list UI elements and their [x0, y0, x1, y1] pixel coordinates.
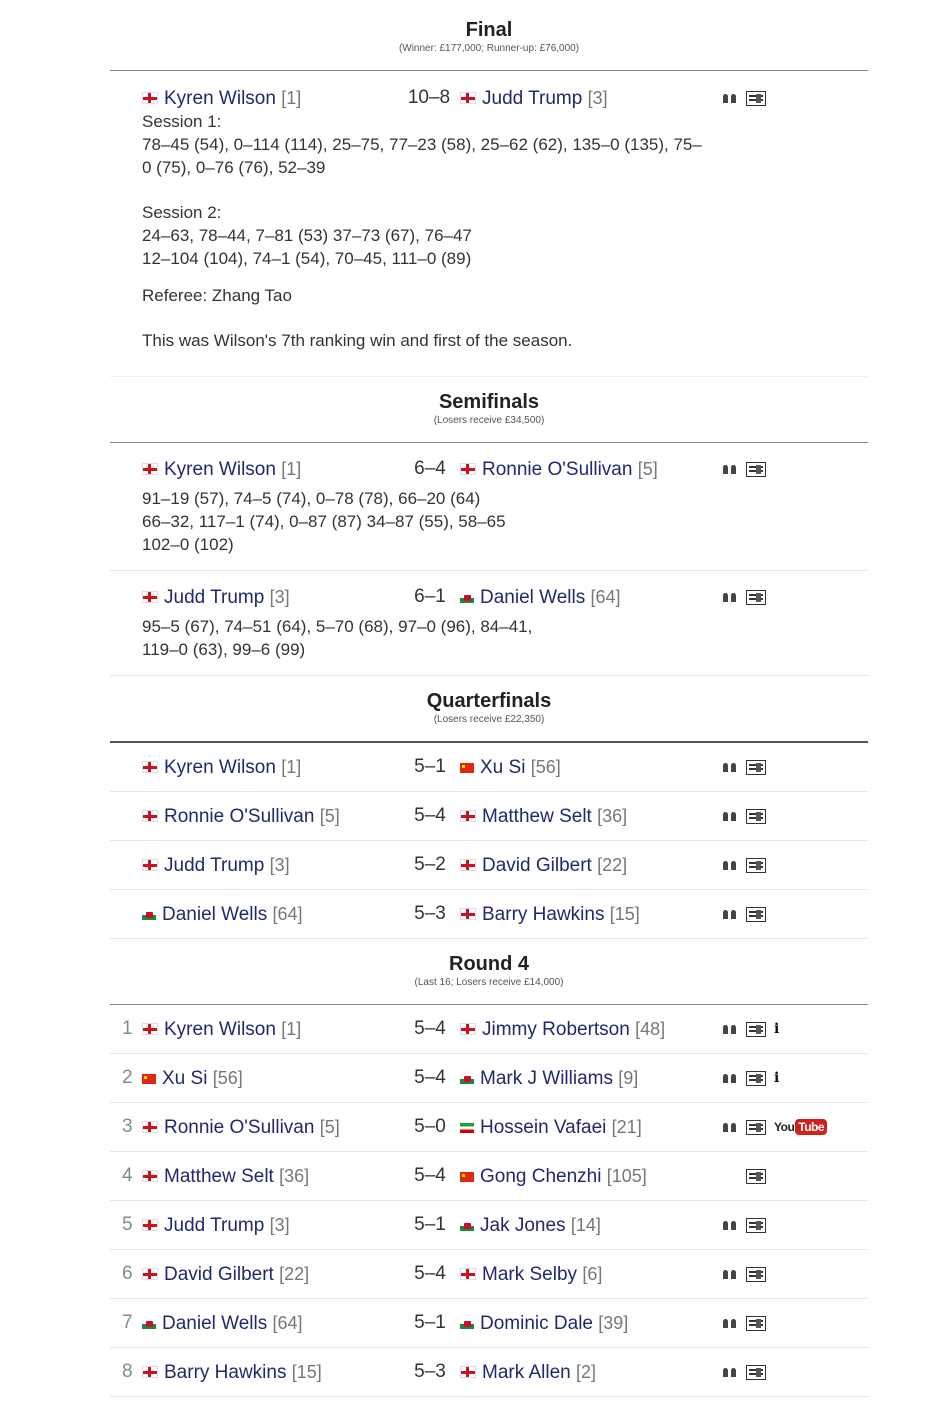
- england-flag-icon: [460, 859, 476, 871]
- score: 5–4: [414, 1067, 446, 1088]
- player1[interactable]: [142, 445, 301, 494]
- match-line: [110, 573, 868, 621]
- player2-name[interactable]: David Gilbert: [482, 855, 592, 876]
- match-row: [110, 792, 868, 841]
- seed: [1]: [281, 88, 302, 108]
- session2-frames: 12–104 (104), 74–1 (54), 70–45, 111–0 (89): [142, 249, 472, 268]
- frame-line: 66–32, 117–1 (74), 0–87 (87) 34–87 (55), 58–65: [142, 512, 506, 531]
- spacer: [142, 270, 868, 284]
- seed: [3]: [269, 855, 290, 875]
- match-row: [110, 743, 868, 792]
- score: 5–4: [414, 1165, 446, 1186]
- score: 5–3: [414, 1361, 446, 1382]
- england-flag-icon: [460, 908, 476, 920]
- england-flag-icon: [142, 1121, 158, 1133]
- seed: [3]: [269, 1215, 290, 1235]
- match-number: 2: [122, 1067, 133, 1088]
- score: 10–8: [407, 87, 451, 108]
- match-row: [110, 1250, 868, 1299]
- head-to-head-icon[interactable]: [722, 811, 738, 821]
- player2[interactable]: [460, 1054, 638, 1103]
- player2[interactable]: [460, 890, 640, 939]
- player2-name[interactable]: Xu Si: [480, 757, 526, 778]
- section-title: Quarterfinals: [426, 690, 552, 712]
- match-line: [110, 1250, 868, 1298]
- scoresheet-icon[interactable]: [746, 1218, 766, 1233]
- player1-name[interactable]: Matthew Selt: [164, 1166, 274, 1187]
- scoresheet-icon[interactable]: [746, 91, 766, 106]
- player1-name[interactable]: Kyren Wilson: [164, 459, 276, 480]
- match-icons: [722, 1103, 835, 1151]
- england-flag-icon: [142, 591, 158, 603]
- round4-matches: [110, 1005, 868, 1397]
- england-flag-icon: [142, 1268, 158, 1280]
- player1-name[interactable]: Judd Trump: [164, 855, 265, 876]
- seed: [36]: [597, 806, 628, 826]
- match-row: [110, 1103, 868, 1152]
- seed: [39]: [598, 1313, 629, 1333]
- quarterfinal-matches: [110, 743, 868, 939]
- player2-name[interactable]: Hossein Vafaei: [480, 1117, 607, 1138]
- section-subtitle: (Losers receive £22,350): [433, 714, 545, 725]
- match-icons: [722, 1005, 787, 1053]
- session1-frames: 78–45 (54), 0–114 (114), 25–75, 77–23 (58), 25–62 (62), 135–0 (135), 75–: [142, 135, 702, 154]
- england-flag-icon: [142, 1023, 158, 1035]
- player2[interactable]: [460, 1348, 596, 1397]
- match-line: [110, 74, 868, 122]
- player1[interactable]: [142, 743, 301, 792]
- player2[interactable]: [460, 1201, 601, 1250]
- player1[interactable]: [142, 1201, 290, 1250]
- player1-name[interactable]: Daniel Wells: [162, 1313, 268, 1334]
- match-icons: [722, 1348, 774, 1396]
- match-row: [110, 841, 868, 890]
- info-icon[interactable]: i: [774, 1021, 780, 1037]
- seed: [1]: [281, 1019, 302, 1039]
- china-flag-icon: [460, 1172, 474, 1182]
- england-flag-icon: [142, 1219, 158, 1231]
- player2[interactable]: [460, 1250, 602, 1299]
- scoresheet-icon[interactable]: [746, 1267, 766, 1282]
- player2-name[interactable]: Mark Allen: [482, 1362, 571, 1383]
- player1[interactable]: [142, 1348, 322, 1397]
- scoresheet-icon[interactable]: [746, 809, 766, 824]
- section-title: Round 4: [449, 953, 529, 975]
- match-row: [110, 1152, 868, 1201]
- seed: [1]: [281, 757, 302, 777]
- seed: [9]: [618, 1068, 639, 1088]
- score: 6–1: [414, 586, 446, 607]
- player1[interactable]: [142, 74, 301, 123]
- match-line: [110, 1054, 868, 1102]
- head-to-head-icon[interactable]: [722, 1220, 738, 1230]
- youtube-you: You: [774, 1120, 795, 1134]
- player2[interactable]: [460, 841, 627, 890]
- match-icons: [722, 74, 774, 122]
- match-number: 6: [122, 1263, 133, 1284]
- england-flag-icon: [460, 1366, 476, 1378]
- score: 5–4: [414, 805, 446, 826]
- player1-name[interactable]: Ronnie O'Sullivan: [164, 806, 315, 827]
- head-to-head-icon[interactable]: [722, 1122, 738, 1132]
- china-flag-icon: [460, 763, 474, 773]
- scoresheet-icon[interactable]: [746, 1365, 766, 1380]
- match-row: [110, 1054, 868, 1103]
- scoresheet-icon[interactable]: [746, 1169, 766, 1184]
- player2[interactable]: [460, 792, 627, 841]
- score: 5–1: [414, 756, 446, 777]
- spacer: [142, 179, 868, 201]
- seed: [64]: [590, 587, 621, 607]
- match-icons: [722, 841, 774, 889]
- seed: [5]: [319, 806, 340, 826]
- player1[interactable]: [142, 1103, 340, 1152]
- wales-flag-icon: [142, 1319, 156, 1329]
- head-to-head-icon[interactable]: [722, 1269, 738, 1279]
- section-subtitle: (Winner: £177,000; Runner-up: £76,000): [398, 43, 580, 54]
- scoresheet-icon[interactable]: [746, 1022, 766, 1037]
- match-number: 1: [122, 1018, 133, 1039]
- section-subtitle: (Losers receive £34,500): [433, 415, 545, 426]
- match-row: [110, 1005, 868, 1054]
- player2[interactable]: [460, 1103, 642, 1152]
- player2-name[interactable]: Judd Trump: [482, 88, 583, 109]
- frame-line: 95–5 (67), 74–51 (64), 5–70 (68), 97–0 (96), 84–41,: [142, 617, 533, 636]
- england-flag-icon: [142, 761, 158, 773]
- player2[interactable]: [460, 1152, 647, 1201]
- final-header: [110, 0, 868, 70]
- player1-name[interactable]: Daniel Wells: [162, 904, 268, 925]
- frame-line: 102–0 (102): [142, 535, 234, 554]
- player1[interactable]: [142, 792, 340, 841]
- wales-flag-icon: [460, 1319, 474, 1329]
- player1-name[interactable]: David Gilbert: [164, 1264, 274, 1285]
- player2-name[interactable]: Ronnie O'Sullivan: [482, 459, 633, 480]
- wales-flag-icon: [460, 1074, 474, 1084]
- match-line: [110, 1005, 868, 1053]
- match-line: [110, 1103, 868, 1151]
- match-line: [110, 890, 868, 938]
- score: 6–4: [414, 458, 446, 479]
- score: 5–4: [414, 1018, 446, 1039]
- seed: [64]: [272, 904, 303, 924]
- session1-frames: 0 (75), 0–76 (76), 52–39: [142, 158, 326, 177]
- england-flag-icon: [142, 859, 158, 871]
- england-flag-icon: [460, 810, 476, 822]
- player2[interactable]: [460, 573, 621, 622]
- match-row: [110, 1299, 868, 1348]
- seed: [2]: [575, 1362, 596, 1382]
- player1-name[interactable]: Judd Trump: [164, 587, 265, 608]
- match-icons: [722, 573, 774, 621]
- england-flag-icon: [142, 463, 158, 475]
- player1-name[interactable]: Ronnie O'Sullivan: [164, 1117, 315, 1138]
- wales-flag-icon: [460, 593, 474, 603]
- head-to-head-icon[interactable]: [722, 860, 738, 870]
- draw-page: [110, 0, 868, 1397]
- wales-flag-icon: [142, 910, 156, 920]
- score: 5–4: [414, 1263, 446, 1284]
- player1[interactable]: [142, 1054, 243, 1103]
- score: 5–1: [414, 1214, 446, 1235]
- head-to-head-icon[interactable]: [722, 909, 738, 919]
- seed: [3]: [587, 88, 608, 108]
- match-row: [110, 1348, 868, 1397]
- scoresheet-icon[interactable]: [746, 590, 766, 605]
- match-icons: [722, 1250, 774, 1298]
- seed: [3]: [269, 587, 290, 607]
- england-flag-icon: [142, 810, 158, 822]
- match-line: [110, 841, 868, 889]
- england-flag-icon: [142, 1170, 158, 1182]
- player2-name[interactable]: Daniel Wells: [480, 587, 586, 608]
- scoresheet-icon[interactable]: [746, 907, 766, 922]
- score: 5–3: [414, 903, 446, 924]
- england-flag-icon: [460, 1023, 476, 1035]
- match-line: [110, 743, 868, 791]
- player2-name[interactable]: Gong Chenzhi: [480, 1166, 602, 1187]
- seed: [22]: [597, 855, 628, 875]
- quarterfinals-header: [110, 676, 868, 741]
- player1-name[interactable]: Kyren Wilson: [164, 1019, 276, 1040]
- frame-scores: [110, 487, 868, 570]
- seed: [5]: [319, 1117, 340, 1137]
- head-to-head-icon[interactable]: [722, 1073, 738, 1083]
- section-title: Final: [465, 19, 513, 41]
- player2-name[interactable]: Barry Hawkins: [482, 904, 605, 925]
- section-subtitle: (Last 16; Losers receive £14,000): [414, 977, 564, 988]
- head-to-head-icon[interactable]: [722, 1367, 738, 1377]
- scoresheet-icon[interactable]: [746, 760, 766, 775]
- spacer: [142, 307, 868, 329]
- score: 5–0: [414, 1116, 446, 1137]
- score: 5–2: [414, 854, 446, 875]
- seed: [105]: [606, 1166, 647, 1186]
- scoresheet-icon[interactable]: [746, 858, 766, 873]
- player2[interactable]: [460, 445, 658, 494]
- match-row: [110, 571, 868, 676]
- player2-name[interactable]: Jak Jones: [480, 1215, 566, 1236]
- head-to-head-icon[interactable]: [722, 1024, 738, 1034]
- match-icons: [722, 792, 774, 840]
- head-to-head-icon[interactable]: [722, 592, 738, 602]
- head-to-head-icon[interactable]: [722, 1318, 738, 1328]
- match-row: [110, 1201, 868, 1250]
- england-flag-icon: [142, 92, 158, 104]
- seed: [56]: [212, 1068, 243, 1088]
- match-line: [110, 1348, 868, 1396]
- match-row: [110, 890, 868, 939]
- info-icon[interactable]: i: [774, 1070, 780, 1086]
- scoresheet-icon[interactable]: [746, 1071, 766, 1086]
- semifinal-matches: [110, 443, 868, 676]
- match-line: [110, 1299, 868, 1347]
- player1-name[interactable]: Barry Hawkins: [164, 1362, 287, 1383]
- player1-name[interactable]: Kyren Wilson: [164, 757, 276, 778]
- seed: [22]: [279, 1264, 310, 1284]
- seed: [21]: [611, 1117, 642, 1137]
- player2[interactable]: [460, 743, 561, 792]
- head-to-head-icon[interactable]: [722, 762, 738, 772]
- player2[interactable]: [460, 74, 608, 123]
- match-row: [110, 443, 868, 571]
- england-flag-icon: [460, 92, 476, 104]
- match-icons: [722, 1201, 774, 1249]
- seed: [64]: [272, 1313, 303, 1333]
- player1[interactable]: [142, 1250, 309, 1299]
- match-number: 7: [122, 1312, 133, 1333]
- england-flag-icon: [142, 1366, 158, 1378]
- scoresheet-icon[interactable]: [746, 462, 766, 477]
- frame-scores: [110, 615, 868, 675]
- player1-name[interactable]: Xu Si: [162, 1068, 208, 1089]
- england-flag-icon: [460, 463, 476, 475]
- match-icons: [722, 743, 774, 791]
- player2[interactable]: [460, 1299, 628, 1348]
- section-title: Semifinals: [438, 391, 540, 413]
- session1-label: Session 1:: [142, 112, 222, 131]
- player1[interactable]: [142, 573, 290, 622]
- seed: [36]: [279, 1166, 310, 1186]
- player2[interactable]: [460, 1005, 665, 1054]
- seed: [6]: [582, 1264, 603, 1284]
- semifinals-header: [110, 377, 868, 442]
- session2-frames: 24–63, 78–44, 7–81 (53) 37–73 (67), 76–47: [142, 226, 472, 245]
- china-flag-icon: [142, 1074, 156, 1084]
- player1-name[interactable]: Kyren Wilson: [164, 88, 276, 109]
- player1[interactable]: [142, 1299, 303, 1348]
- youtube-icon[interactable]: [774, 1119, 827, 1135]
- match-icons: [722, 1152, 774, 1200]
- player1[interactable]: [142, 890, 303, 939]
- player2-name[interactable]: Mark Selby: [482, 1264, 578, 1285]
- seed: [1]: [281, 459, 302, 479]
- seed: [5]: [637, 459, 658, 479]
- scoresheet-icon[interactable]: [746, 1120, 766, 1135]
- seed: [56]: [530, 757, 561, 777]
- match-line: [110, 445, 868, 493]
- match-icons: [722, 1054, 787, 1102]
- match-number: 5: [122, 1214, 133, 1235]
- frame-line: 119–0 (63), 99–6 (99): [142, 640, 306, 659]
- round4-header: [110, 939, 868, 1004]
- player2-name[interactable]: Jimmy Robertson: [482, 1019, 630, 1040]
- final-note: This was Wilson's 7th ranking win and first of the season.: [142, 331, 573, 350]
- scoresheet-icon[interactable]: [746, 1316, 766, 1331]
- frame-line: 91–19 (57), 74–5 (74), 0–78 (78), 66–20 (64): [142, 489, 481, 508]
- match-icons: [722, 445, 774, 493]
- match-number: 4: [122, 1165, 133, 1186]
- player1[interactable]: [142, 1152, 309, 1201]
- match-icons: [722, 1299, 774, 1347]
- wales-flag-icon: [460, 1221, 474, 1231]
- player2-name[interactable]: Dominic Dale: [480, 1313, 593, 1334]
- england-flag-icon: [460, 1268, 476, 1280]
- player2-name[interactable]: Mark J Williams: [480, 1068, 613, 1089]
- referee: Referee: Zhang Tao: [142, 286, 292, 305]
- session2-label: Session 2:: [142, 203, 222, 222]
- head-to-head-icon[interactable]: [722, 464, 738, 474]
- match-line: [110, 1201, 868, 1249]
- match-line: [110, 1152, 868, 1200]
- seed: [48]: [635, 1019, 666, 1039]
- final-match: [110, 71, 868, 377]
- seed: [15]: [291, 1362, 322, 1382]
- player1[interactable]: [142, 1005, 301, 1054]
- youtube-tube: Tube: [795, 1119, 827, 1135]
- final-details: [110, 110, 868, 352]
- player2-name[interactable]: Matthew Selt: [482, 806, 592, 827]
- match-icons: [722, 890, 774, 938]
- match-number: 8: [122, 1361, 133, 1382]
- player1[interactable]: [142, 841, 290, 890]
- score: 5–1: [414, 1312, 446, 1333]
- head-to-head-icon[interactable]: [722, 93, 738, 103]
- iran-flag-icon: [460, 1123, 474, 1133]
- player1-name[interactable]: Judd Trump: [164, 1215, 265, 1236]
- match-number: 3: [122, 1116, 133, 1137]
- seed: [15]: [609, 904, 640, 924]
- seed: [14]: [570, 1215, 601, 1235]
- match-line: [110, 792, 868, 840]
